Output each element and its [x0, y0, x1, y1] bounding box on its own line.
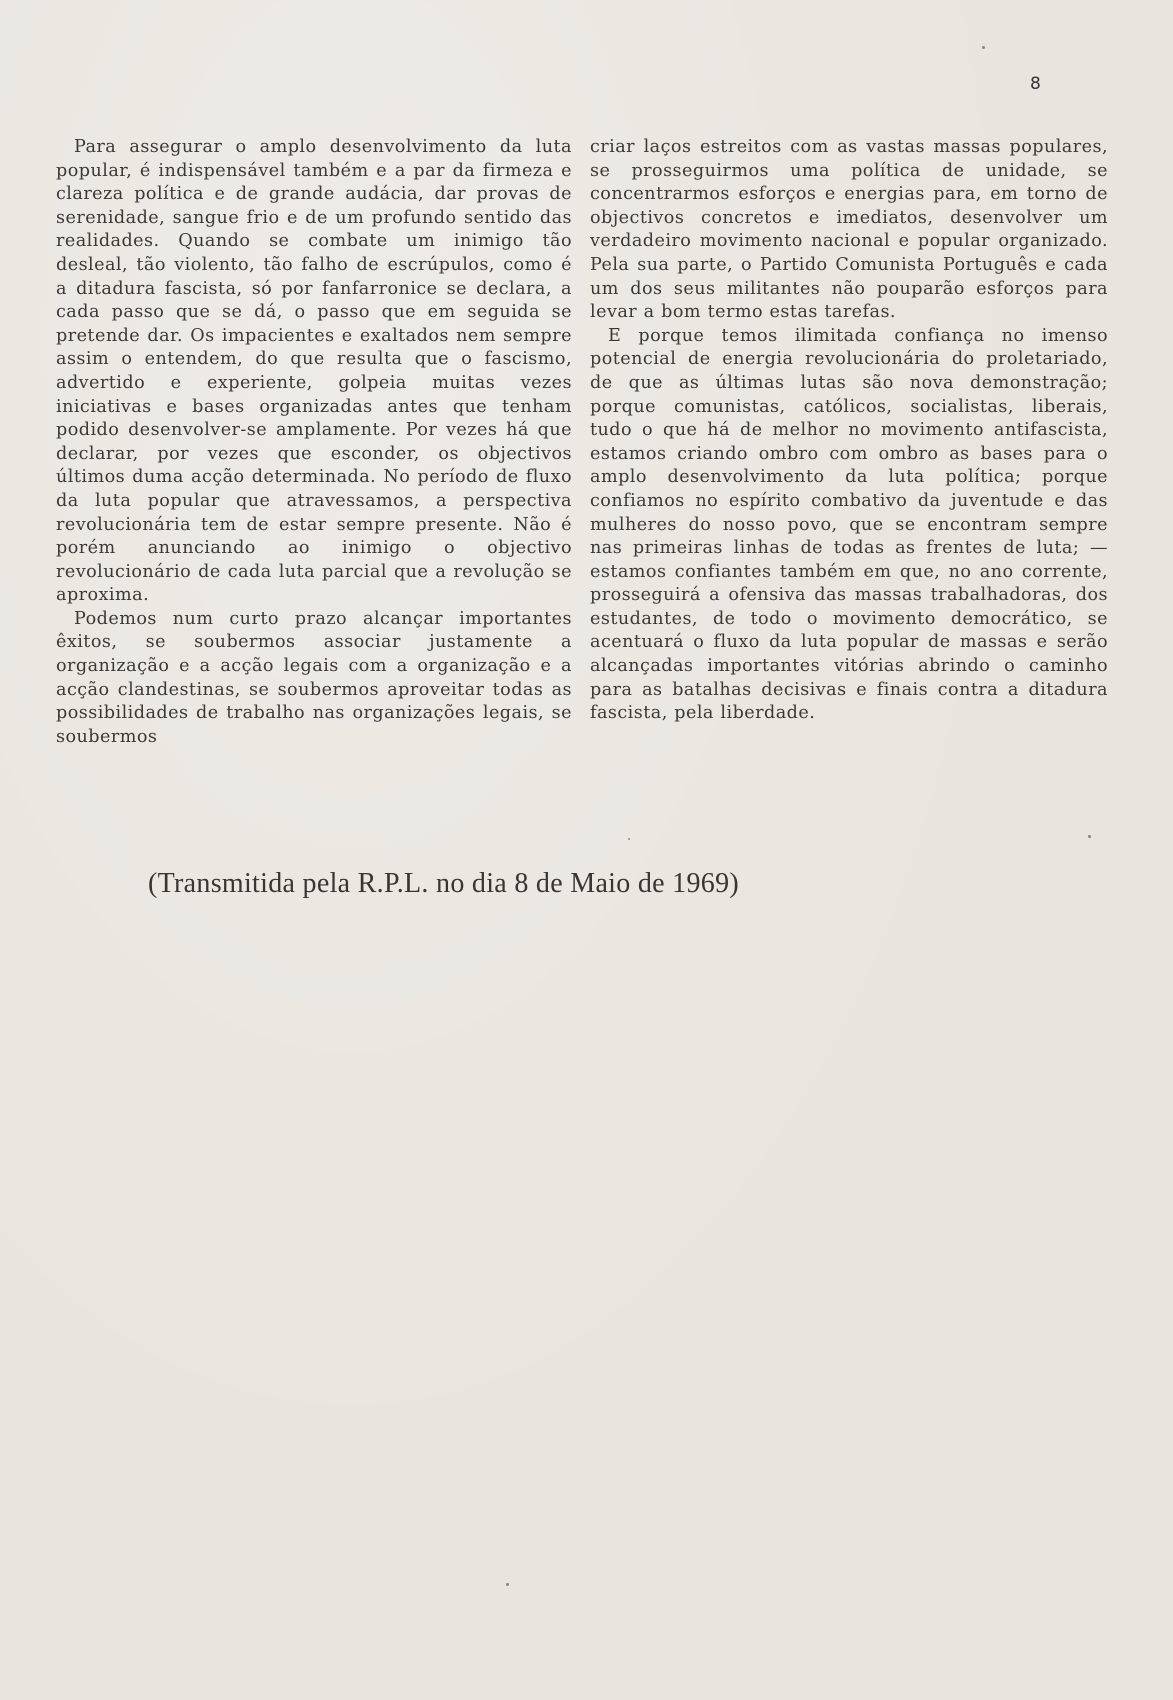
- ink-speck: [1088, 835, 1091, 838]
- ink-speck: [982, 46, 985, 49]
- text-column-right: [590, 136, 1108, 726]
- transmission-note: (Transmitida pela R.P.L. no dia 8 de Maio de 1969): [148, 868, 740, 899]
- paragraph: Podemos num curto prazo alcançar importantes êxitos, se soubermos associar justamente a organização e a acção legais com a organização e a acção clandestinas, se soubermos aproveitar todas as possibilidades de trabalho nas organizações legais, se soubermos: [56, 608, 572, 747]
- text-column-left: [56, 136, 572, 749]
- paragraph: E porque temos ilimitada confiança no imenso potencial de energia revolucionária do proletariado, de que as últimas lutas são nova demonstração; porque comunistas, católicos, socialistas, liberais, tudo o que há de melhor no movimento antifascista, estamos criando ombro com ombro as bases para o amplo desenvolvimento da luta política; porque confiamos no espírito combativo da juventude e das mulheres do nosso povo, que se encontram sempre nas primeiras linhas de todas as frentes de luta; — estamos confiantes também em que, no ano corrente, prosseguirá a ofensiva das massas trabalhadoras, dos estudantes, de todo o movimento democrático, se acentuará o fluxo da luta popular de massas e serão alcançadas importantes vitórias abrindo o caminho para as batalhas decisivas e finais contra a ditadura fascista, pela liberdade.: [590, 325, 1108, 724]
- ink-speck: [628, 838, 630, 840]
- ink-speck: [506, 1583, 509, 1586]
- page-number: 8: [1030, 74, 1041, 94]
- paragraph: Para assegurar o amplo desenvolvimento da luta popular, é indispensável também e a par da firmeza e clareza política e de grande audácia, dar provas de serenidade, sangue frio e de um profundo sentido das realidades. Quando se combate um inimigo tão desleal, tão violento, tão falho de escrúpulos, como é a ditadura fascista, só por fanfarronice se declara, a cada passo que se dá, o passo que em seguida se pretende dar. Os impacientes e exaltados nem sempre assim o entendem, do que resulta que o fascismo, advertido e experiente, golpeia muitas vezes iniciativas e bases organizadas antes que tenham podido desenvolver-se amplamente. Por vezes há que declarar, por vezes que esconder, os objectivos últimos duma acção determinada. No período de fluxo da luta popular que atravessamos, a perspectiva revolucionária tem de estar sempre presente. Não é porém anunciando ao inimigo o objectivo revolucionário de cada luta parcial que a revolução se aproxima.: [56, 137, 572, 606]
- paragraph: criar laços estreitos com as vastas massas populares, se prosseguirmos uma política de unidade, se concentrarmos esforços e energias para, em torno de objectivos concretos e imediatos, desenvolver um verdadeiro movimento nacional e popular organizado. Pela sua parte, o Partido Comunista Português e cada um dos seus militantes não pouparão esforços para levar a bom termo estas tarefas.: [590, 137, 1108, 323]
